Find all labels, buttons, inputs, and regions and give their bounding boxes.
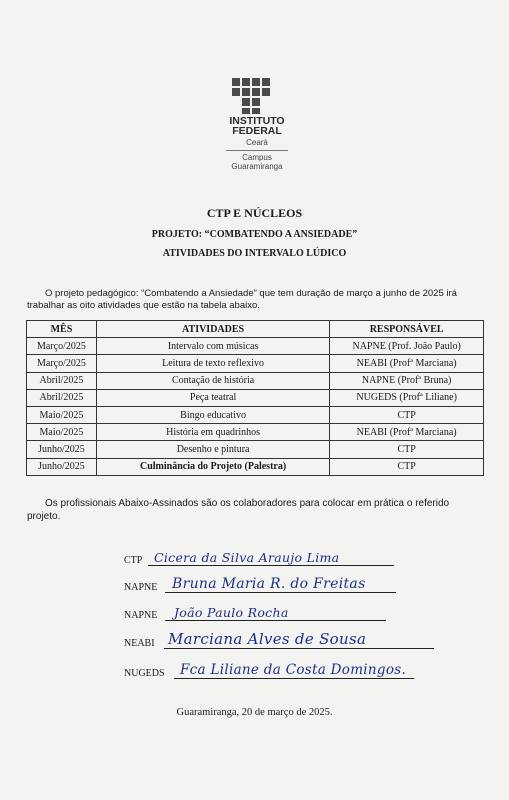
logo-name-line1: INSTITUTO — [229, 115, 285, 127]
signature-label: NUGEDS — [124, 668, 165, 679]
document-title: CTP E NÚCLEOS — [206, 206, 303, 220]
cell-month: Março/2025 — [27, 355, 97, 372]
table-row — [27, 338, 484, 355]
cell-responsible: CTP — [330, 441, 484, 458]
cell-responsible: NEABI (Profª Marciana) — [330, 355, 484, 372]
cell-activity: História em quadrinhos — [96, 424, 329, 441]
cell-activity: Peça teatral — [96, 389, 329, 406]
cell-month: Maio/2025 — [27, 424, 97, 441]
handwritten-signature: Fca Liliane da Costa Domingos. — [180, 662, 407, 678]
logo-campus-line2: Guaramiranga — [231, 162, 283, 171]
table-row — [27, 458, 484, 475]
cell-month: Junho/2025 — [27, 441, 97, 458]
signature-line-nugeds — [124, 659, 424, 681]
cell-activity: Contação de história — [96, 372, 329, 389]
cell-activity: Intervalo com músicas — [96, 338, 329, 355]
cell-activity: Desenho e pintura — [96, 441, 329, 458]
signature-line-neabi — [124, 629, 434, 651]
cell-activity: Leitura de texto reflexivo — [96, 355, 329, 372]
cell-month: Março/2025 — [27, 338, 97, 355]
cell-month: Maio/2025 — [27, 406, 97, 423]
logo-grid-icon — [232, 78, 272, 120]
table-row — [27, 406, 484, 423]
logo-campus — [212, 153, 302, 171]
cell-activity: Bingo educativo — [96, 406, 329, 423]
date-line: Guaramiranga, 20 de março de 2025. — [176, 707, 333, 718]
handwritten-signature: Marciana Alves de Sousa — [168, 630, 367, 648]
column-header-month: MÊS — [27, 321, 97, 338]
handwritten-signature: Cicera da Silva Araujo Lima — [154, 550, 340, 565]
cell-responsible: NAPNE (Profª Bruna) — [330, 372, 484, 389]
intro-paragraph: O projeto pedagógico: “Combatendo a Ansiedade” que tem duração de março a junho de 2025 irá trabalhar as oito atividades que estão na tabela abaixo. — [27, 288, 457, 311]
signature-line-napne-1 — [124, 573, 396, 595]
signature-rule — [164, 648, 434, 649]
cell-responsible: NUGEDS (Profª Liliane) — [330, 389, 484, 406]
table-row — [27, 355, 484, 372]
handwritten-signature: João Paulo Rocha — [174, 605, 289, 620]
signature-label: NEABI — [124, 638, 155, 649]
column-header-activities: ATIVIDADES — [96, 321, 329, 338]
cell-responsible: NAPNE (Prof. João Paulo) — [330, 338, 484, 355]
logo-campus-line1: Campus — [242, 153, 272, 162]
cell-month: Abril/2025 — [27, 372, 97, 389]
logo-name-line2: FEDERAL — [232, 125, 282, 137]
cell-responsible: CTP — [330, 458, 484, 475]
signature-label: NAPNE — [124, 582, 158, 593]
signature-rule — [174, 678, 414, 679]
column-header-responsible: RESPONSÁVEL — [330, 321, 484, 338]
logo-name — [212, 116, 302, 136]
signature-rule — [165, 620, 386, 621]
table-row — [27, 389, 484, 406]
logo-divider — [226, 150, 288, 151]
signature-label: NAPNE — [124, 610, 158, 621]
document-subtitle: ATIVIDADES DO INTERVALO LÚDICO — [162, 248, 347, 259]
signature-label: CTP — [124, 555, 143, 566]
project-title: PROJETO: “COMBATENDO A ANSIEDADE” — [151, 229, 358, 240]
signature-rule — [165, 592, 396, 593]
cell-activity: Culminância do Projeto (Palestra) — [96, 458, 329, 475]
table-row — [27, 424, 484, 441]
table-row — [27, 441, 484, 458]
cell-responsible: NEABI (Profª Marciana) — [330, 424, 484, 441]
table-header-row — [27, 321, 484, 338]
closing-paragraph: Os profissionais Abaixo-Assinados são os colaboradores para colocar em prática o referido projeto. — [27, 498, 450, 522]
cell-responsible: CTP — [330, 406, 484, 423]
table-row — [27, 372, 484, 389]
handwritten-signature: Bruna Maria R. do Freitas — [172, 576, 366, 592]
signature-line-napne-2 — [124, 601, 386, 623]
cell-month: Junho/2025 — [27, 458, 97, 475]
cell-month: Abril/2025 — [27, 389, 97, 406]
logo-state: Ceará — [246, 138, 268, 147]
activities-table — [26, 320, 484, 476]
signature-rule — [148, 565, 394, 566]
signature-line-ctp — [124, 546, 394, 568]
